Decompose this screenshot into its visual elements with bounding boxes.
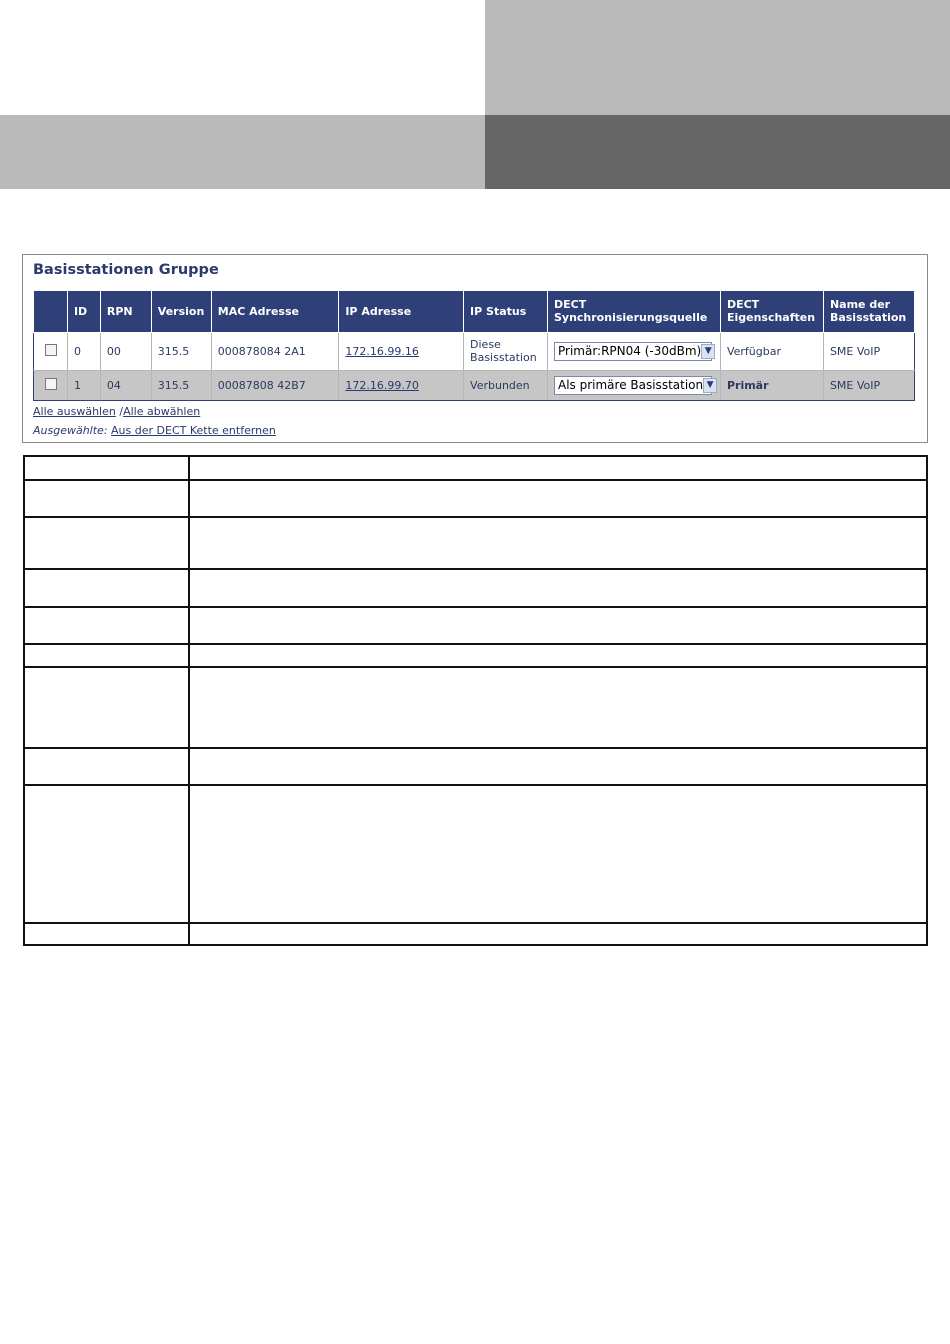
description-key-cell (24, 456, 189, 480)
banner-block-top-right (485, 0, 950, 115)
description-row (24, 785, 927, 923)
cell-ip (339, 370, 464, 400)
banner-block-dark (485, 115, 950, 189)
col-header-mac: MAC Adresse (211, 291, 339, 332)
col-header-station-name: Name der Basisstation (823, 291, 914, 332)
description-row (24, 480, 927, 517)
description-key-cell (24, 517, 189, 569)
description-row (24, 644, 927, 667)
cell-ip-status: Diese Basisstation (464, 332, 548, 370)
description-value-cell (189, 644, 927, 667)
description-value-cell (189, 569, 927, 607)
select-all-link[interactable]: Alle auswählen (33, 405, 116, 418)
cell-version: 315.5 (151, 332, 211, 370)
col-header-rpn: RPN (100, 291, 151, 332)
cell-station-name: SME VoIP (823, 332, 914, 370)
description-key-cell (24, 569, 189, 607)
col-header-ip: IP Adresse (339, 291, 464, 332)
description-table (23, 455, 928, 946)
cell-ip-status: Verbunden (464, 370, 548, 400)
description-row (24, 923, 927, 945)
description-value-cell (189, 667, 927, 748)
description-key-cell (24, 923, 189, 945)
description-key-cell (24, 748, 189, 785)
description-row (24, 569, 927, 607)
description-row (24, 667, 927, 748)
row-select-cell (34, 370, 68, 400)
table-header-row (34, 291, 915, 332)
row-select-cell (34, 332, 68, 370)
col-header-sync-source: DECT Synchronisierungsquelle (547, 291, 720, 332)
cell-station-name: SME VoIP (823, 370, 914, 400)
col-header-ip-status: IP Status (464, 291, 548, 332)
table-row (34, 370, 915, 400)
description-row (24, 607, 927, 644)
cell-rpn: 04 (100, 370, 151, 400)
description-value-cell (189, 517, 927, 569)
col-header-id: ID (67, 291, 100, 332)
cell-ip (339, 332, 464, 370)
row-checkbox[interactable] (45, 344, 57, 356)
table-row (34, 332, 915, 370)
chevron-down-icon[interactable]: ▼ (701, 344, 715, 359)
cell-dect-property: Verfügbar (720, 332, 823, 370)
cell-mac: 00087808 42B7 (211, 370, 339, 400)
base-station-table (33, 291, 915, 401)
description-key-cell (24, 785, 189, 923)
description-key-cell (24, 480, 189, 517)
cell-mac: 000878084 2A1 (211, 332, 339, 370)
cell-dect-property: Primär (720, 370, 823, 400)
description-value-cell (189, 923, 927, 945)
description-value-cell (189, 607, 927, 644)
cell-id: 1 (67, 370, 100, 400)
col-header-version: Version (151, 291, 211, 332)
banner-block-bottom-left (0, 115, 485, 189)
ip-link[interactable]: 172.16.99.16 (345, 344, 419, 358)
selection-links (33, 405, 200, 418)
selected-label: Ausgewählte: (33, 424, 108, 437)
sync-source-select[interactable] (554, 342, 712, 361)
cell-rpn: 00 (100, 332, 151, 370)
sync-source-select[interactable] (554, 376, 712, 395)
description-row (24, 456, 927, 480)
cell-sync-source (547, 332, 720, 370)
row-checkbox[interactable] (45, 378, 57, 390)
description-value-cell (189, 748, 927, 785)
panel-title: Basisstationen Gruppe (33, 262, 219, 278)
description-key-cell (24, 644, 189, 667)
description-key-cell (24, 667, 189, 748)
base-station-group-panel (22, 254, 928, 443)
sync-source-value: Als primäre Basisstation (557, 377, 704, 392)
cell-id: 0 (67, 332, 100, 370)
deselect-all-link[interactable]: Alle abwählen (123, 405, 201, 418)
link-separator: / (119, 405, 124, 418)
description-row (24, 517, 927, 569)
sync-source-value: Primär:RPN04 (-30dBm) (557, 343, 702, 358)
description-key-cell (24, 607, 189, 644)
description-value-cell (189, 480, 927, 517)
chevron-down-icon[interactable]: ▼ (703, 378, 717, 393)
col-header-select (34, 291, 68, 332)
selected-actions (33, 424, 276, 437)
description-value-cell (189, 456, 927, 480)
cell-sync-source (547, 370, 720, 400)
col-header-dect-properties: DECT Eigenschaften (720, 291, 823, 332)
description-value-cell (189, 785, 927, 923)
description-row (24, 748, 927, 785)
cell-version: 315.5 (151, 370, 211, 400)
ip-link[interactable]: 172.16.99.70 (345, 378, 419, 392)
remove-from-chain-link[interactable]: Aus der DECT Kette entfernen (111, 424, 276, 437)
